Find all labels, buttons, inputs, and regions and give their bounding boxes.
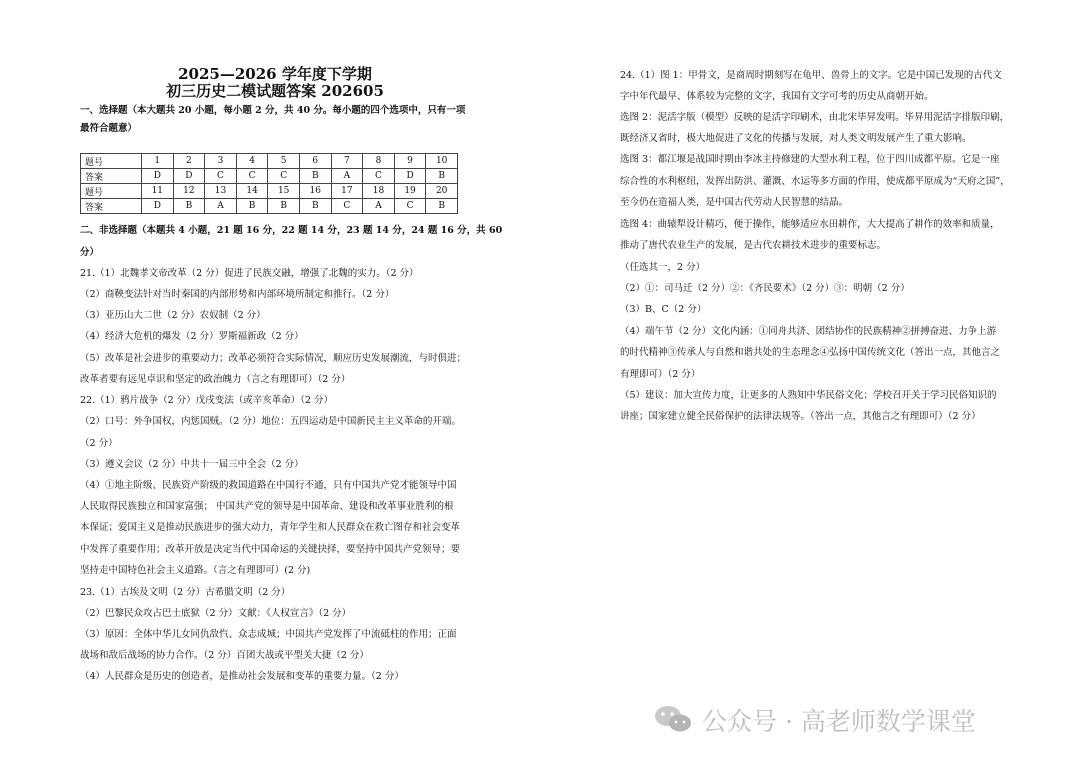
answer-line: （2 分） bbox=[80, 438, 118, 449]
answer-line: 选图 2：泥活字版（模型）反映的是活字印刷术，由北宋毕昇发明。毕昇用泥活字排版印刷， bbox=[620, 112, 1010, 123]
section1-heading-cont: 最符合题意） bbox=[80, 123, 138, 134]
answer-line: 中发挥了重要作用；改革开放是决定当代中国命运的关键抉择，要坚持中国共产党领导；要 bbox=[80, 544, 461, 555]
table-cell: D bbox=[142, 199, 174, 214]
table-cell: 2 bbox=[173, 154, 205, 169]
answer-line: （任选其一，2 分） bbox=[620, 262, 706, 273]
table-cell: 17 bbox=[331, 184, 363, 199]
table-cell: 5 bbox=[268, 154, 300, 169]
document-title-line2: 初三历史二模试题答案 202605 bbox=[166, 82, 384, 100]
answer-line: （3）B、C（2 分） bbox=[620, 304, 707, 315]
table-cell: 12 bbox=[173, 184, 205, 199]
answer-line: （3）遵义会议（2 分）中共十一届三中全会（2 分） bbox=[80, 459, 304, 470]
answer-line: 本保证；爱国主义是推动民族进步的强大动力，青年学生和人民群众在救亡图存和社会变革 bbox=[80, 522, 461, 533]
table-cell: B bbox=[426, 169, 458, 184]
table-cell: 4 bbox=[236, 154, 268, 169]
table-cell: A bbox=[331, 169, 363, 184]
table-cell: B bbox=[426, 199, 458, 214]
answer-line: 22.（1）鸦片战争（2 分）戊戌变法（或辛亥革命）（2 分） bbox=[80, 395, 334, 406]
answer-line: 字中年代最早、体系较为完整的文字，我国有文字可考的历史从商朝开始。 bbox=[620, 91, 934, 102]
table-cell: B bbox=[299, 169, 331, 184]
answer-line: 既经济又省时，极大地促进了文化的传播与发展，对人类文明发展产生了重大影响。 bbox=[620, 133, 972, 144]
answer-line: 有理即可）（2 分） bbox=[620, 369, 701, 380]
table-cell: 14 bbox=[236, 184, 268, 199]
section2-heading: 二、非选择题（本题共 4 小题，21 题 16 分，22 题 14 分，23 题 14 分，24 题 16 分，共 60 bbox=[80, 225, 503, 236]
answer-line: （2）巴黎民众攻占巴士底狱（2 分）文献：《人权宣言》（2 分） bbox=[80, 608, 352, 619]
answer-line: 的时代精神③传承人与自然和谐共处的生态理念④弘扬中国传统文化（答出一点，其他言之 bbox=[620, 347, 1001, 358]
table-cell: 1 bbox=[142, 154, 174, 169]
answer-line: 至今仍在造福人类，是中国古代劳动人民智慧的结晶。 bbox=[620, 197, 849, 208]
table-cell: 3 bbox=[205, 154, 237, 169]
answer-line: （4）端午节（2 分）文化内涵：①同舟共济、团结协作的民族精神②拼搏奋进、力争上游 bbox=[620, 326, 997, 337]
answer-line: （2）商鞅变法针对当时秦国的内部形势和内部环境所制定和推行。（2 分） bbox=[80, 289, 395, 300]
answer-line: （3）原因：全体中华儿女同仇敌忾、众志成城；中国共产党发挥了中流砥柱的作用；正面 bbox=[80, 629, 457, 640]
table-cell: B bbox=[268, 199, 300, 214]
table-cell: C bbox=[268, 169, 300, 184]
answer-line: 讲座；国家建立健全民俗保护的法律法规等。（答出一点，其他言之有理即可）（2 分） bbox=[620, 411, 981, 422]
answer-line: （3）亚历山大二世（2 分）农奴制（2 分） bbox=[80, 310, 266, 321]
table-cell: B bbox=[299, 199, 331, 214]
answer-line: 21.（1）北魏孝文帝改革（2 分）促进了民族交融，增强了北魏的实力。（2 分） bbox=[80, 268, 419, 279]
answer-line: 选图 4：曲辕犁设计精巧，便于操作，能够适应水田耕作，大大提高了耕作的效率和质量， bbox=[620, 219, 1000, 230]
table-cell: C bbox=[236, 169, 268, 184]
answer-line: 综合性的水利枢纽，发挥出防洪、灌溉、水运等多方面的作用，使成都平原成为“天府之国”， bbox=[620, 176, 1010, 187]
answer-line: 人民取得民族独立和国家富强； 中国共产党的领导是中国革命、建设和改革事业胜利的根 bbox=[80, 501, 454, 512]
wechat-icon bbox=[652, 703, 696, 735]
table-row bbox=[81, 154, 458, 169]
document-title-line1: 2025—2026 学年度下学期 bbox=[178, 65, 372, 83]
answer-line: （4）人民群众是历史的创造者，是推动社会发展和变革的重要力量。（2 分） bbox=[80, 671, 404, 682]
table-cell: 15 bbox=[268, 184, 300, 199]
answer-line: （2）①：司马迁（2 分）②：《齐民要术》（2 分）③：明朝（2 分） bbox=[620, 283, 910, 294]
answer-line: （2）口号：外争国权，内惩国贼。（2 分）地位：五四运动是中国新民主主义革命的开端。 bbox=[80, 416, 461, 427]
table-cell: A bbox=[363, 199, 395, 214]
table-cell: 题号 bbox=[81, 154, 142, 169]
table-cell: C bbox=[363, 169, 395, 184]
table-cell: 答案 bbox=[81, 169, 142, 184]
table-cell: 答案 bbox=[81, 199, 142, 214]
table-cell: A bbox=[205, 199, 237, 214]
section2-heading-cont: 分） bbox=[80, 247, 100, 258]
table-cell: 7 bbox=[331, 154, 363, 169]
answer-table bbox=[80, 153, 458, 214]
answer-line: （4）经济大危机的爆发（2 分）罗斯福新政（2 分） bbox=[80, 331, 304, 342]
table-cell: 题号 bbox=[81, 184, 142, 199]
watermark-text: 公众号 · 高老师数学课堂 bbox=[702, 707, 976, 736]
table-cell: D bbox=[173, 169, 205, 184]
table-row bbox=[81, 199, 458, 214]
table-cell: 20 bbox=[426, 184, 458, 199]
table-cell: B bbox=[173, 199, 205, 214]
answer-line: 坚持走中国特色社会主义道路。（言之有理即可）(2 分) bbox=[80, 565, 311, 576]
table-cell: B bbox=[236, 199, 268, 214]
table-cell: 19 bbox=[394, 184, 426, 199]
answer-line: 改革者要有远见卓识和坚定的政治魄力（言之有理即可）（2 分） bbox=[80, 374, 351, 385]
table-cell: 16 bbox=[299, 184, 331, 199]
table-cell: 10 bbox=[426, 154, 458, 169]
table-row bbox=[81, 184, 458, 199]
table-row bbox=[81, 169, 458, 184]
answer-line: 24.（1）图 1：甲骨文，是商周时期刻写在龟甲、兽骨上的文字。它是中国已发现的古代文 bbox=[620, 70, 1002, 81]
answer-line: （4）①地主阶级、民族资产阶级的救国道路在中国行不通，只有中国共产党才能领导中国 bbox=[80, 480, 457, 491]
answer-line: 战场和敌后战场的协力合作。（2 分）百团大战或平型关大捷（2 分） bbox=[80, 650, 369, 661]
answer-line: 选图 3：都江堰是战国时期由李冰主持修建的大型水利工程，位于四川成都平原。它是一座 bbox=[620, 154, 1000, 165]
table-cell: 9 bbox=[394, 154, 426, 169]
answer-line: 23.（1）古埃及文明（2 分）古希腊文明（2 分） bbox=[80, 587, 291, 598]
table-cell: C bbox=[205, 169, 237, 184]
answer-line: 推动了唐代农业生产的发展，是古代农耕技术进步的重要标志。 bbox=[620, 240, 887, 251]
table-cell: 8 bbox=[363, 154, 395, 169]
table-cell: 11 bbox=[142, 184, 174, 199]
section1-heading: 一、选择题（本大题共 20 小题，每小题 2 分，共 40 分。每小题的四个选项中，只有一项 bbox=[80, 105, 466, 116]
answer-line: （5）改革是社会进步的重要动力；改革必须符合实际情况，顺应历史发展潮流，与时俱进； bbox=[80, 353, 467, 364]
table-cell: 13 bbox=[205, 184, 237, 199]
answer-line: （5）建议：加大宣传力度，让更多的人熟知中华民俗文化；学校召开关于学习民俗知识的 bbox=[620, 390, 997, 401]
table-cell: D bbox=[142, 169, 174, 184]
table-cell: 18 bbox=[363, 184, 395, 199]
table-cell: D bbox=[394, 169, 426, 184]
table-cell: 6 bbox=[299, 154, 331, 169]
table-cell: C bbox=[394, 199, 426, 214]
table-cell: C bbox=[331, 199, 363, 214]
